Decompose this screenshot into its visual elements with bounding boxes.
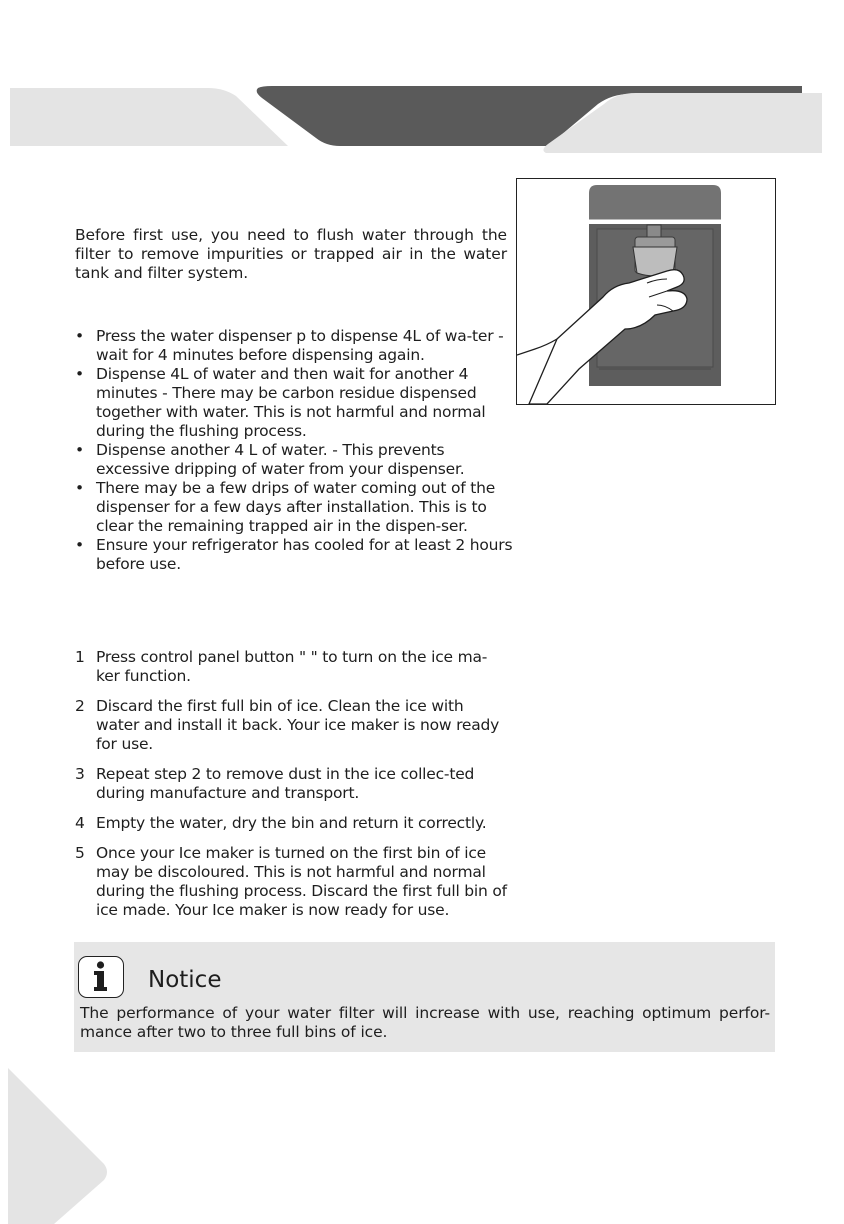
header-tab-left — [10, 88, 288, 146]
dispenser-illustration — [516, 178, 776, 405]
list-item: • Press the water dispenser p to dispense 4L of wa-ter - wait for 4 minutes before dispensing again. — [75, 327, 504, 364]
dispenser-drawing — [517, 179, 775, 404]
ice-maker-steps — [75, 648, 507, 931]
list-item: • Dispense another 4 L of water. - This prevents excessive dripping of water from your dispenser. — [75, 441, 465, 478]
info-icon — [78, 956, 124, 998]
page-corner-decoration — [0, 1060, 844, 1224]
intro-paragraph: Before first use, you need to flush water through the filter to remove impurities or trapped air in the water tank and filter system. — [75, 226, 507, 282]
info-glyph — [79, 957, 122, 996]
header-decoration — [0, 0, 844, 170]
dispenser-top-panel — [589, 185, 721, 221]
list-item: • Ensure your refrigerator has cooled for at least 2 hours before use. — [75, 536, 513, 573]
list-item: 3 Repeat step 2 to remove dust in the ice collec-ted during manufacture and transport. — [75, 765, 475, 802]
list-item: • There may be a few drips of water coming out of the dispenser for a few days after installation. This is to clear the remaining trapped air in the dispen-ser. — [75, 479, 496, 535]
list-item: 5 Once your Ice maker is turned on the first bin of ice may be discoloured. This is not harmful and normal during the flushing process. Discard the first full bin of ice made. Your Ice maker is now ready for use. — [75, 844, 507, 919]
list-item: • Dispense 4L of water and then wait for another 4 minutes - There may be carbon residue dispensed together with water. This is not harmful and normal during the flushing process. — [75, 365, 486, 440]
flushing-bullet-list — [75, 327, 513, 574]
list-item: 2 Discard the first full bin of ice. Clean the ice with water and install it back. Your ice maker is now ready for use. — [75, 697, 500, 753]
list-item: 1 Press control panel button " " to turn on the ice ma-ker function. — [75, 648, 488, 685]
notice-title: Notice — [148, 967, 222, 993]
dispenser-nozzle — [647, 225, 661, 237]
list-item: 4 Empty the water, dry the bin and return it correctly. — [75, 814, 487, 832]
notice-text: The performance of your water filter will increase with use, reaching optimum perfor-mance after two to three full bins of ice. — [80, 1004, 770, 1041]
